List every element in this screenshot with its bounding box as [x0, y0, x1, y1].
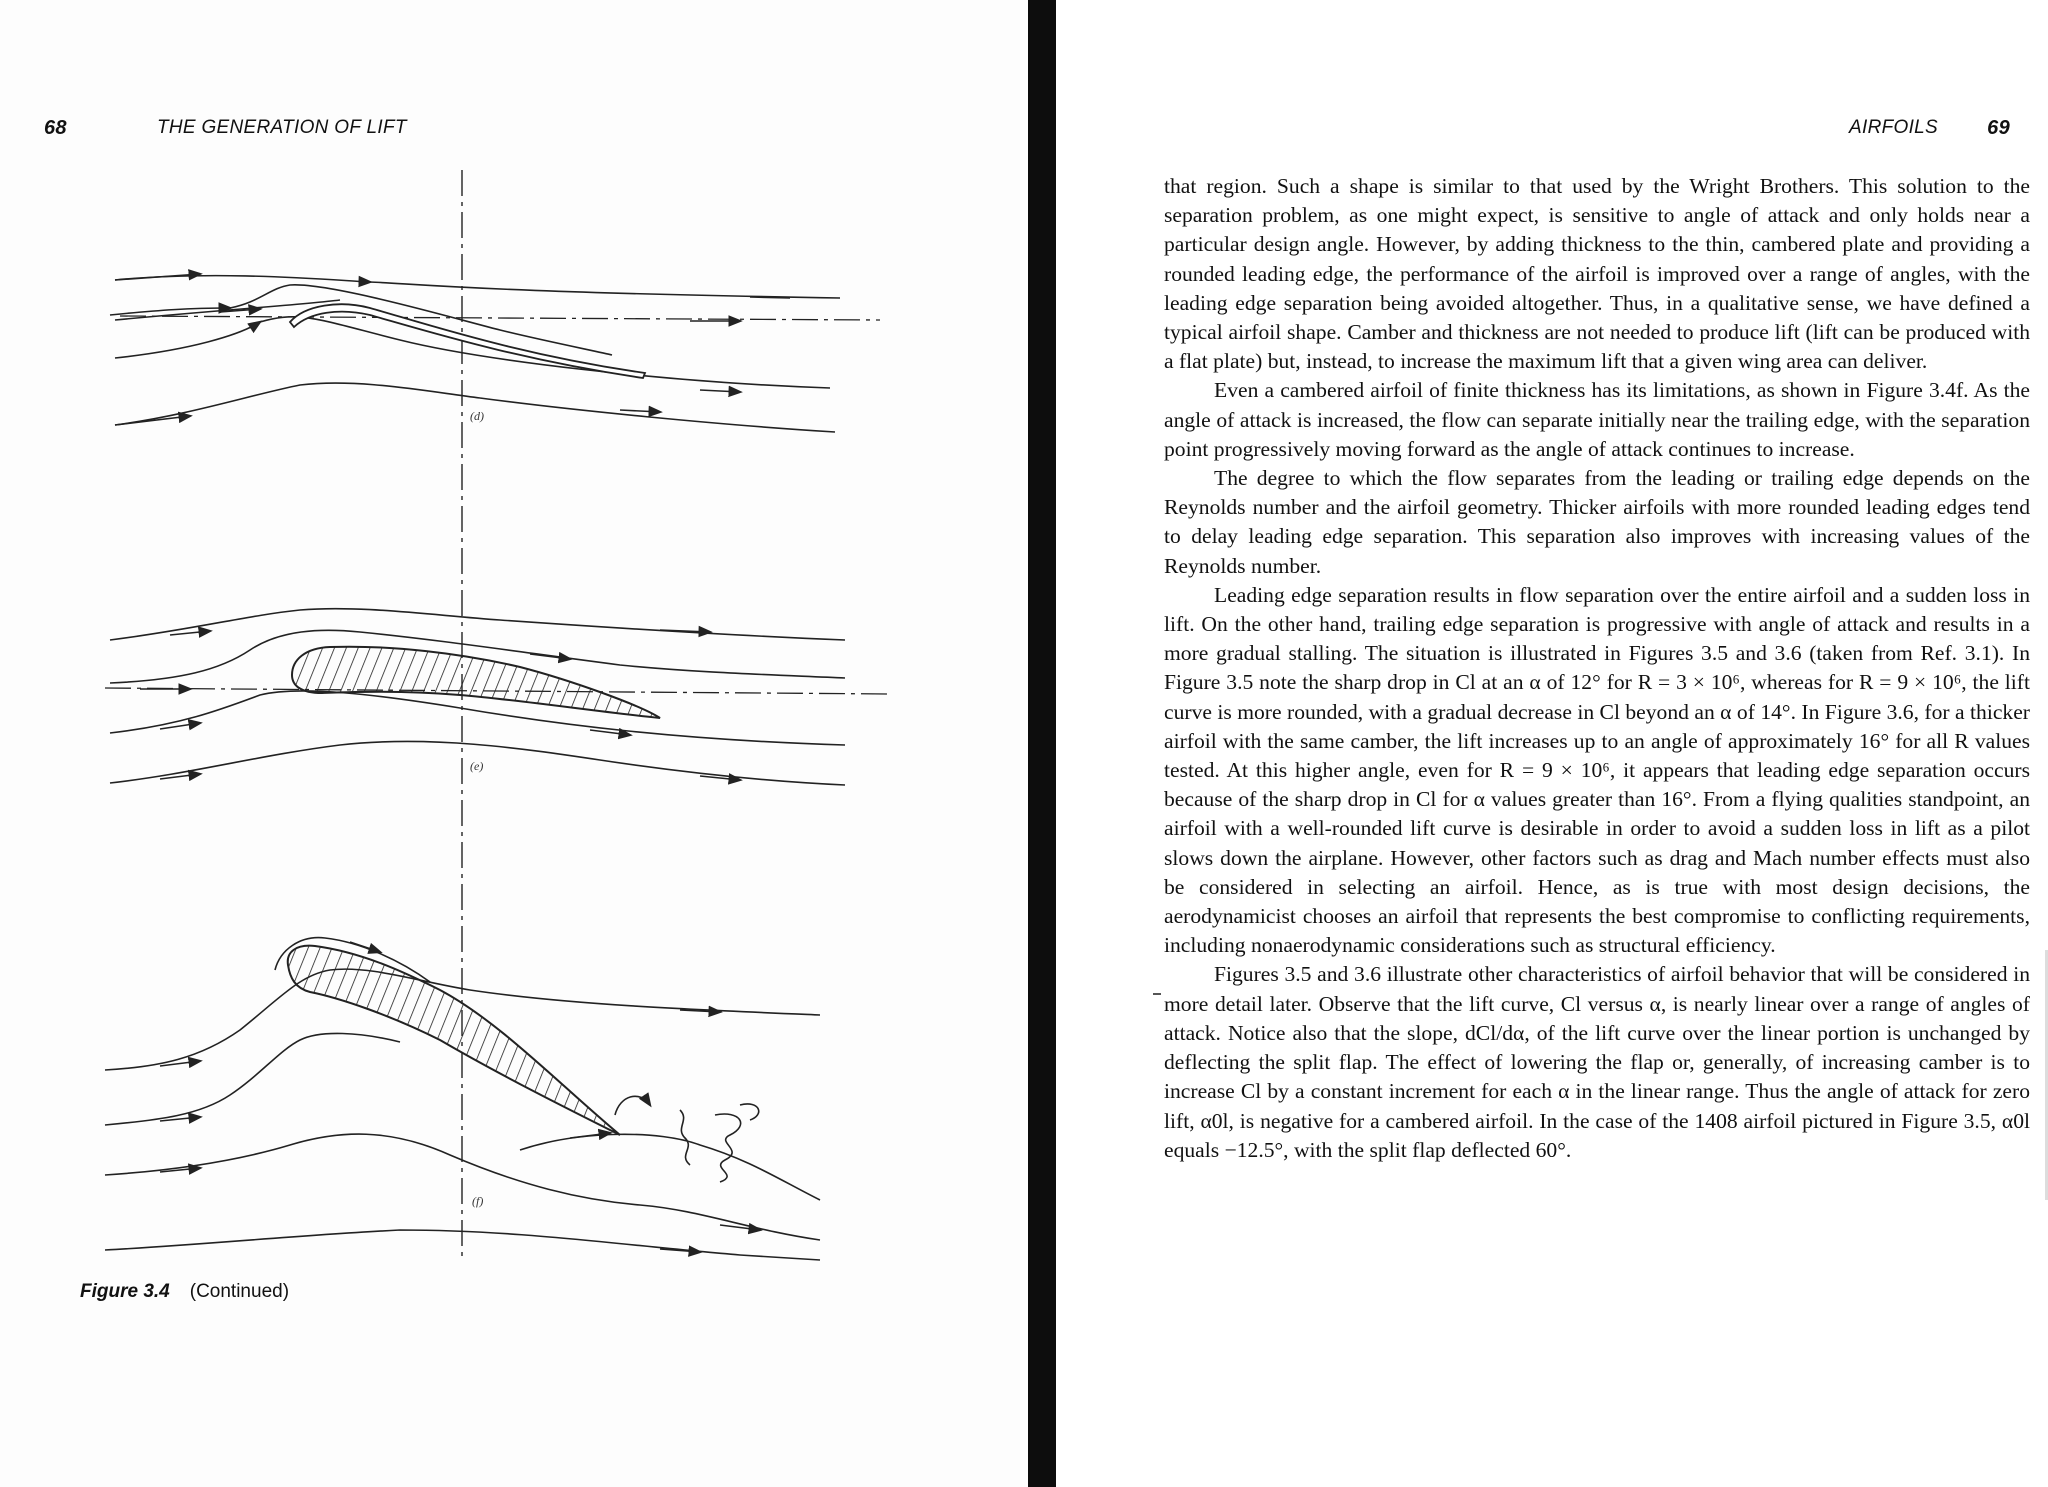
- panel-e-diagram: [105, 609, 890, 785]
- right-page-number: 69: [1987, 117, 2010, 139]
- paragraph-2: Even a cambered airfoil of finite thickness has its limitations, as shown in Figure 3.4f. As the angle of attack is increased, the flow can separate initially near the trailing edge, with the separation point progressively moving forward as the angle of attack continues to increase.: [1164, 378, 2030, 461]
- figure-caption-text: (Continued): [189, 1281, 290, 1302]
- panel-label-e: (e): [470, 759, 484, 773]
- right-page: [1056, 0, 2048, 1487]
- panel-label-d: (d): [470, 409, 484, 423]
- right-running-title: AIRFOILS: [1849, 117, 1938, 138]
- figure-3-4-streamline-diagrams: [100, 170, 920, 1270]
- paragraph-3: The degree to which the flow separates from the leading or trailing edge depends on the Reynolds number and the airfoil geometry. Thicker airfoils with more rounded leading edges tend to delay leading edge separation. This separation also improves with increasing values of the Reynolds number.: [1164, 466, 2030, 578]
- figure-caption: [80, 1281, 289, 1303]
- panel-label-f: (f): [472, 1194, 484, 1208]
- figure-caption-label: Figure 3.4: [80, 1281, 170, 1302]
- book-spine-shadow: [1028, 0, 1056, 1487]
- panel-d-diagram: [110, 274, 880, 432]
- left-page: [0, 0, 1020, 1487]
- paragraph-1: that region. Such a shape is similar to that used by the Wright Brothers. This solution to the separation problem, as one might expect, is sensitive to angle of attack and only holds near a particular design angle. However, by adding thickness to the thin, cambered plate and providing a rounded leading edge, the performance of the airfoil is improved over a range of angles, with the leading edge separation being avoided altogether. Thus, in a qualitative sense, we have defined a typical airfoil shape. Camber and thickness are not needed to produce lift (lift can be produced with a flat plate) but, instead, to increase the maximum lift that a given wing area can deliver.: [1164, 174, 2030, 374]
- left-page-number: 68: [44, 117, 67, 139]
- paragraph-5: Figures 3.5 and 3.6 illustrate other characteristics of airfoil behavior that will be considered in more detail later. Observe that the lift curve, Cl versus α, is nearly linear over a range of angles of attack. Notice also that the slope, dCl/dα, of the lift curve over the linear portion is unchanged by deflecting the split flap. The effect of lowering the flap or, generally, of increasing camber is to increase Cl by a constant increment for each α in the linear range. Thus the angle of attack for zero lift, α0l, is negative for a cambered airfoil. In the case of the 1408 airfoil pictured in Figure 3.5, α0l equals −12.5°, with the split flap deflected 60°.: [1164, 962, 2030, 1162]
- left-running-title: THE GENERATION OF LIFT: [157, 117, 407, 138]
- body-text: [1164, 172, 2030, 1165]
- margin-dash-mark: [1153, 993, 1161, 995]
- paragraph-4: Leading edge separation results in flow separation over the entire airfoil and a sudden loss in lift. On the other hand, trailing edge separation is progressive with angle of attack and results in a more gradual stalling. The situation is illustrated in Figures 3.5 and 3.6 (taken from Ref. 3.1). In Figure 3.5 note the sharp drop in Cl at an α of 12° for R = 3 × 10⁶, whereas for R = 9 × 10⁶, the lift curve is more rounded, with a gradual decrease in Cl beyond an α of 14°. In Figure 3.6, for a thicker airfoil with the same camber, the lift increases up to an angle of approximately 16° for all R values tested. At this higher angle, even for R = 9 × 10⁶, it appears that leading edge separation occurs because of the sharp drop in Cl for α values greater than 16°. From a flying qualities standpoint, an airfoil with a well-rounded lift curve is desirable in order to avoid a sudden loss in lift as a pilot slows down the airplane. However, other factors such as drag and Mach number effects must also be considered in selecting an airfoil. Hence, as is true with most design decisions, the aerodynamicist chooses an airfoil that represents the best compromise to conflicting requirements, including nonaerodynamic considerations such as structural efficiency.: [1164, 582, 2030, 958]
